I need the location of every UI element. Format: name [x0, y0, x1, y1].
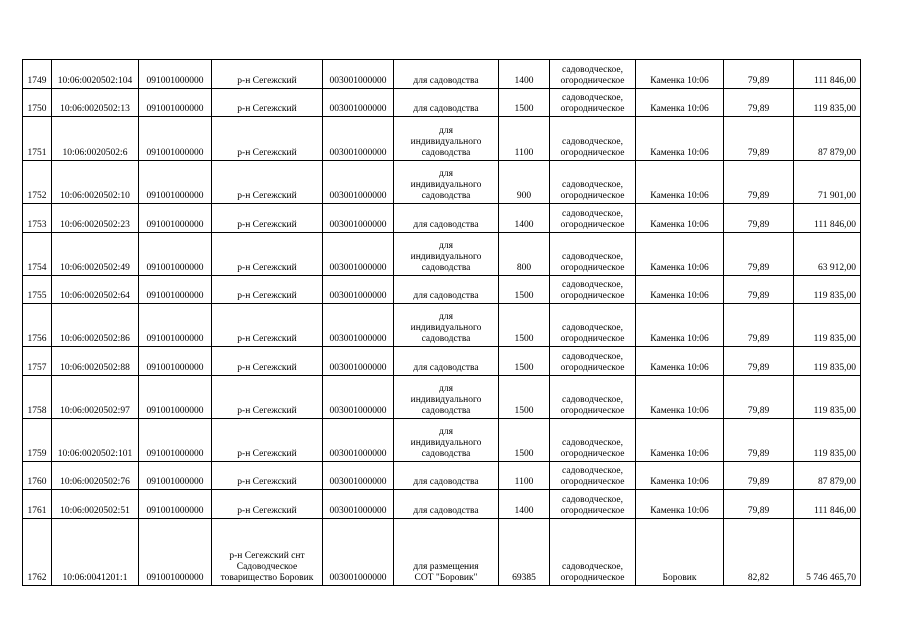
district-cell: [212, 419, 323, 462]
cadastral-cost-cell: 111 846,00: [794, 490, 861, 519]
permitted-use-cell: [394, 89, 499, 117]
permitted-use-cell: [394, 376, 499, 419]
permitted-use-line: для садоводства: [413, 104, 479, 114]
row-number-cell: 1760: [23, 462, 52, 490]
oktmo-code-cell: 003001000000: [323, 347, 394, 376]
land-category-cell: [550, 490, 636, 519]
okato-code-cell: 091001000000: [139, 490, 212, 519]
permitted-use-cell: [394, 233, 499, 276]
land-category-line: огородническое: [560, 76, 625, 86]
permitted-use-cell: [394, 161, 499, 204]
permitted-use-cell: [394, 304, 499, 347]
cost-zone-cell: Каменка 10:06: [636, 276, 724, 304]
district-cell: [212, 233, 323, 276]
land-category-line: садоводческое,: [562, 495, 623, 505]
district-line: р-н Сегежский: [237, 104, 297, 114]
okato-code-cell: 091001000000: [139, 89, 212, 117]
cost-zone-cell: Каменка 10:06: [636, 117, 724, 161]
cadastral-number-cell: 10:06:0020502:13: [52, 89, 139, 117]
land-category-cell: [550, 419, 636, 462]
table-row: [23, 161, 861, 204]
district-cell: [212, 60, 323, 89]
cadastral-number-cell: 10:06:0020502:49: [52, 233, 139, 276]
land-category-line: огородническое: [560, 191, 625, 201]
specific-cost-cell: 79,89: [724, 233, 794, 276]
land-category-line: огородническое: [560, 573, 625, 583]
cost-zone-cell: Каменка 10:06: [636, 60, 724, 89]
permitted-use-line: для садоводства: [413, 76, 479, 86]
permitted-use-line: для садоводства: [413, 291, 479, 301]
land-category-line: огородническое: [560, 477, 625, 487]
cadastral-cost-cell: 119 835,00: [794, 276, 861, 304]
okato-code-cell: 091001000000: [139, 233, 212, 276]
permitted-use-line: для садоводства: [413, 363, 479, 373]
permitted-use-cell: [394, 490, 499, 519]
oktmo-code-cell: 003001000000: [323, 204, 394, 233]
district-cell: [212, 462, 323, 490]
permitted-use-cell: [394, 60, 499, 89]
area-cell: 1400: [499, 490, 550, 519]
specific-cost-cell: 79,89: [724, 304, 794, 347]
district-line: р-н Сегежский: [237, 148, 297, 158]
cadastral-cost-cell: 111 846,00: [794, 60, 861, 89]
permitted-use-cell: [394, 519, 499, 586]
area-cell: 1500: [499, 376, 550, 419]
permitted-use-line: садоводства: [421, 191, 471, 201]
district-line: р-н Сегежский: [237, 477, 297, 487]
oktmo-code-cell: 003001000000: [323, 89, 394, 117]
land-category-cell: [550, 304, 636, 347]
district-line: р-н Сегежский: [237, 506, 297, 516]
cadastral-number-cell: 10:06:0020502:86: [52, 304, 139, 347]
row-number-cell: 1749: [23, 60, 52, 89]
specific-cost-cell: 79,89: [724, 376, 794, 419]
table-row: [23, 204, 861, 233]
land-category-line: садоводческое,: [562, 180, 623, 190]
specific-cost-cell: 79,89: [724, 117, 794, 161]
oktmo-code-cell: 003001000000: [323, 60, 394, 89]
row-number-cell: 1754: [23, 233, 52, 276]
table-row: [23, 376, 861, 419]
land-category-cell: [550, 161, 636, 204]
specific-cost-cell: 79,89: [724, 490, 794, 519]
area-cell: 1100: [499, 117, 550, 161]
area-cell: 900: [499, 161, 550, 204]
land-category-line: огородническое: [560, 449, 625, 459]
land-category-line: садоводческое,: [562, 466, 623, 476]
row-number-cell: 1751: [23, 117, 52, 161]
cadastral-number-cell: 10:06:0020502:23: [52, 204, 139, 233]
row-number-cell: 1755: [23, 276, 52, 304]
land-category-line: садоводческое,: [562, 562, 623, 572]
district-line: р-н Сегежский: [237, 220, 297, 230]
cadastral-number-cell: 10:06:0020502:101: [52, 419, 139, 462]
district-line: р-н Сегежский снт: [229, 551, 305, 561]
cost-zone-cell: Каменка 10:06: [636, 347, 724, 376]
specific-cost-cell: 79,89: [724, 419, 794, 462]
table-row: [23, 117, 861, 161]
cadastral-cost-cell: 119 835,00: [794, 347, 861, 376]
land-category-cell: [550, 519, 636, 586]
table-row: [23, 347, 861, 376]
cost-zone-cell: Каменка 10:06: [636, 204, 724, 233]
specific-cost-cell: 79,89: [724, 347, 794, 376]
land-category-line: садоводческое,: [562, 137, 623, 147]
table-row: [23, 419, 861, 462]
cadastral-number-cell: 10:06:0020502:97: [52, 376, 139, 419]
cadastral-cost-cell: 71 901,00: [794, 161, 861, 204]
permitted-use-line: индивидуального: [410, 180, 482, 190]
permitted-use-line: СОТ "Боровик": [414, 573, 478, 583]
permitted-use-cell: [394, 276, 499, 304]
row-number-cell: 1757: [23, 347, 52, 376]
cadastral-cost-cell: 119 835,00: [794, 419, 861, 462]
cadastral-cost-cell: 5 746 465,70: [794, 519, 861, 586]
table-row: [23, 89, 861, 117]
cost-zone-cell: Каменка 10:06: [636, 304, 724, 347]
cadastral-number-cell: 10:06:0020502:76: [52, 462, 139, 490]
land-category-line: огородническое: [560, 406, 625, 416]
permitted-use-cell: [394, 419, 499, 462]
land-category-line: огородническое: [560, 263, 625, 273]
permitted-use-line: для: [439, 427, 453, 437]
district-line: р-н Сегежский: [237, 76, 297, 86]
permitted-use-cell: [394, 347, 499, 376]
oktmo-code-cell: 003001000000: [323, 462, 394, 490]
land-category-cell: [550, 276, 636, 304]
permitted-use-line: садоводства: [421, 263, 471, 273]
cadastral-cost-cell: 119 835,00: [794, 376, 861, 419]
area-cell: 1500: [499, 304, 550, 347]
district-line: р-н Сегежский: [237, 406, 297, 416]
cost-zone-cell: Каменка 10:06: [636, 490, 724, 519]
permitted-use-line: садоводства: [421, 449, 471, 459]
okato-code-cell: 091001000000: [139, 204, 212, 233]
permitted-use-cell: [394, 117, 499, 161]
land-category-line: огородническое: [560, 148, 625, 158]
district-cell: [212, 89, 323, 117]
oktmo-code-cell: 003001000000: [323, 276, 394, 304]
land-category-line: садоводческое,: [562, 280, 623, 290]
land-category-cell: [550, 233, 636, 276]
cost-zone-cell: Боровик: [636, 519, 724, 586]
district-cell: [212, 204, 323, 233]
land-category-cell: [550, 347, 636, 376]
land-category-cell: [550, 462, 636, 490]
land-category-cell: [550, 89, 636, 117]
land-category-line: огородническое: [560, 291, 625, 301]
cadastral-cost-cell: 87 879,00: [794, 117, 861, 161]
cost-zone-cell: Каменка 10:06: [636, 161, 724, 204]
table-row: [23, 490, 861, 519]
land-category-line: садоводческое,: [562, 65, 623, 75]
permitted-use-line: для садоводства: [413, 220, 479, 230]
area-cell: 69385: [499, 519, 550, 586]
district-line: р-н Сегежский: [237, 191, 297, 201]
district-line: товарищество Боровик: [220, 573, 314, 583]
cadastral-number-cell: 10:06:0020502:10: [52, 161, 139, 204]
specific-cost-cell: 79,89: [724, 204, 794, 233]
area-cell: 1400: [499, 60, 550, 89]
row-number-cell: 1756: [23, 304, 52, 347]
land-category-line: огородническое: [560, 334, 625, 344]
permitted-use-line: садоводства: [421, 406, 471, 416]
row-number-cell: 1752: [23, 161, 52, 204]
table-row: [23, 304, 861, 347]
specific-cost-cell: 79,89: [724, 462, 794, 490]
cadastral-number-cell: 10:06:0041201:1: [52, 519, 139, 586]
permitted-use-line: для размещения: [413, 562, 479, 572]
land-category-line: садоводческое,: [562, 252, 623, 262]
permitted-use-line: для: [439, 169, 453, 179]
permitted-use-line: индивидуального: [410, 395, 482, 405]
permitted-use-cell: [394, 462, 499, 490]
land-category-line: огородническое: [560, 104, 625, 114]
specific-cost-cell: 79,89: [724, 60, 794, 89]
area-cell: 1500: [499, 419, 550, 462]
okato-code-cell: 091001000000: [139, 519, 212, 586]
permitted-use-line: садоводства: [421, 334, 471, 344]
land-category-line: садоводческое,: [562, 352, 623, 362]
table-body: [23, 60, 861, 586]
okato-code-cell: 091001000000: [139, 161, 212, 204]
cadastral-cost-cell: 111 846,00: [794, 204, 861, 233]
table-row: [23, 519, 861, 586]
okato-code-cell: 091001000000: [139, 419, 212, 462]
area-cell: 1500: [499, 347, 550, 376]
area-cell: 1100: [499, 462, 550, 490]
oktmo-code-cell: 003001000000: [323, 304, 394, 347]
district-line: р-н Сегежский: [237, 263, 297, 273]
table-row: [23, 60, 861, 89]
specific-cost-cell: 79,89: [724, 161, 794, 204]
okato-code-cell: 091001000000: [139, 276, 212, 304]
okato-code-cell: 091001000000: [139, 376, 212, 419]
land-category-line: огородническое: [560, 220, 625, 230]
cadastral-cost-cell: 119 835,00: [794, 89, 861, 117]
oktmo-code-cell: 003001000000: [323, 419, 394, 462]
area-cell: 800: [499, 233, 550, 276]
permitted-use-line: для садоводства: [413, 477, 479, 487]
permitted-use-line: индивидуального: [410, 323, 482, 333]
district-cell: [212, 376, 323, 419]
oktmo-code-cell: 003001000000: [323, 161, 394, 204]
district-cell: [212, 117, 323, 161]
oktmo-code-cell: 003001000000: [323, 519, 394, 586]
row-number-cell: 1761: [23, 490, 52, 519]
district-line: р-н Сегежский: [237, 334, 297, 344]
area-cell: 1400: [499, 204, 550, 233]
permitted-use-line: индивидуального: [410, 137, 482, 147]
land-category-line: садоводческое,: [562, 395, 623, 405]
district-cell: [212, 519, 323, 586]
district-line: р-н Сегежский: [237, 449, 297, 459]
cadastral-cost-cell: 119 835,00: [794, 304, 861, 347]
district-cell: [212, 304, 323, 347]
oktmo-code-cell: 003001000000: [323, 376, 394, 419]
permitted-use-line: для: [439, 312, 453, 322]
row-number-cell: 1762: [23, 519, 52, 586]
permitted-use-line: индивидуального: [410, 252, 482, 262]
land-category-cell: [550, 204, 636, 233]
district-cell: [212, 276, 323, 304]
cost-zone-cell: Каменка 10:06: [636, 419, 724, 462]
cadastral-cost-cell: 87 879,00: [794, 462, 861, 490]
oktmo-code-cell: 003001000000: [323, 490, 394, 519]
cost-zone-cell: Каменка 10:06: [636, 89, 724, 117]
land-category-line: садоводческое,: [562, 438, 623, 448]
table-row: [23, 462, 861, 490]
okato-code-cell: 091001000000: [139, 462, 212, 490]
land-category-cell: [550, 117, 636, 161]
land-category-line: огородническое: [560, 506, 625, 516]
specific-cost-cell: 79,89: [724, 89, 794, 117]
permitted-use-cell: [394, 204, 499, 233]
area-cell: 1500: [499, 276, 550, 304]
row-number-cell: 1759: [23, 419, 52, 462]
district-cell: [212, 490, 323, 519]
permitted-use-line: для садоводства: [413, 506, 479, 516]
district-cell: [212, 161, 323, 204]
table-row: [23, 276, 861, 304]
district-cell: [212, 347, 323, 376]
permitted-use-line: садоводства: [421, 148, 471, 158]
cadastral-number-cell: 10:06:0020502:6: [52, 117, 139, 161]
specific-cost-cell: 82,82: [724, 519, 794, 586]
permitted-use-line: для: [439, 126, 453, 136]
district-line: Садоводческое: [236, 562, 298, 572]
cadastral-number-cell: 10:06:0020502:88: [52, 347, 139, 376]
okato-code-cell: 091001000000: [139, 117, 212, 161]
permitted-use-line: для: [439, 384, 453, 394]
land-category-line: садоводческое,: [562, 323, 623, 333]
district-line: р-н Сегежский: [237, 363, 297, 373]
permitted-use-line: для: [439, 241, 453, 251]
oktmo-code-cell: 003001000000: [323, 117, 394, 161]
cost-zone-cell: Каменка 10:06: [636, 233, 724, 276]
cadastral-number-cell: 10:06:0020502:51: [52, 490, 139, 519]
land-parcels-table: [22, 59, 861, 586]
district-line: р-н Сегежский: [237, 291, 297, 301]
okato-code-cell: 091001000000: [139, 60, 212, 89]
specific-cost-cell: 79,89: [724, 276, 794, 304]
cadastral-cost-cell: 63 912,00: [794, 233, 861, 276]
cost-zone-cell: Каменка 10:06: [636, 462, 724, 490]
permitted-use-line: индивидуального: [410, 438, 482, 448]
row-number-cell: 1758: [23, 376, 52, 419]
cadastral-number-cell: 10:06:0020502:104: [52, 60, 139, 89]
land-category-line: садоводческое,: [562, 209, 623, 219]
area-cell: 1500: [499, 89, 550, 117]
row-number-cell: 1753: [23, 204, 52, 233]
table-row: [23, 233, 861, 276]
cadastral-number-cell: 10:06:0020502:64: [52, 276, 139, 304]
land-category-cell: [550, 376, 636, 419]
row-number-cell: 1750: [23, 89, 52, 117]
cost-zone-cell: Каменка 10:06: [636, 376, 724, 419]
land-category-cell: [550, 60, 636, 89]
okato-code-cell: 091001000000: [139, 304, 212, 347]
okato-code-cell: 091001000000: [139, 347, 212, 376]
land-category-line: садоводческое,: [562, 93, 623, 103]
land-category-line: огородническое: [560, 363, 625, 373]
oktmo-code-cell: 003001000000: [323, 233, 394, 276]
